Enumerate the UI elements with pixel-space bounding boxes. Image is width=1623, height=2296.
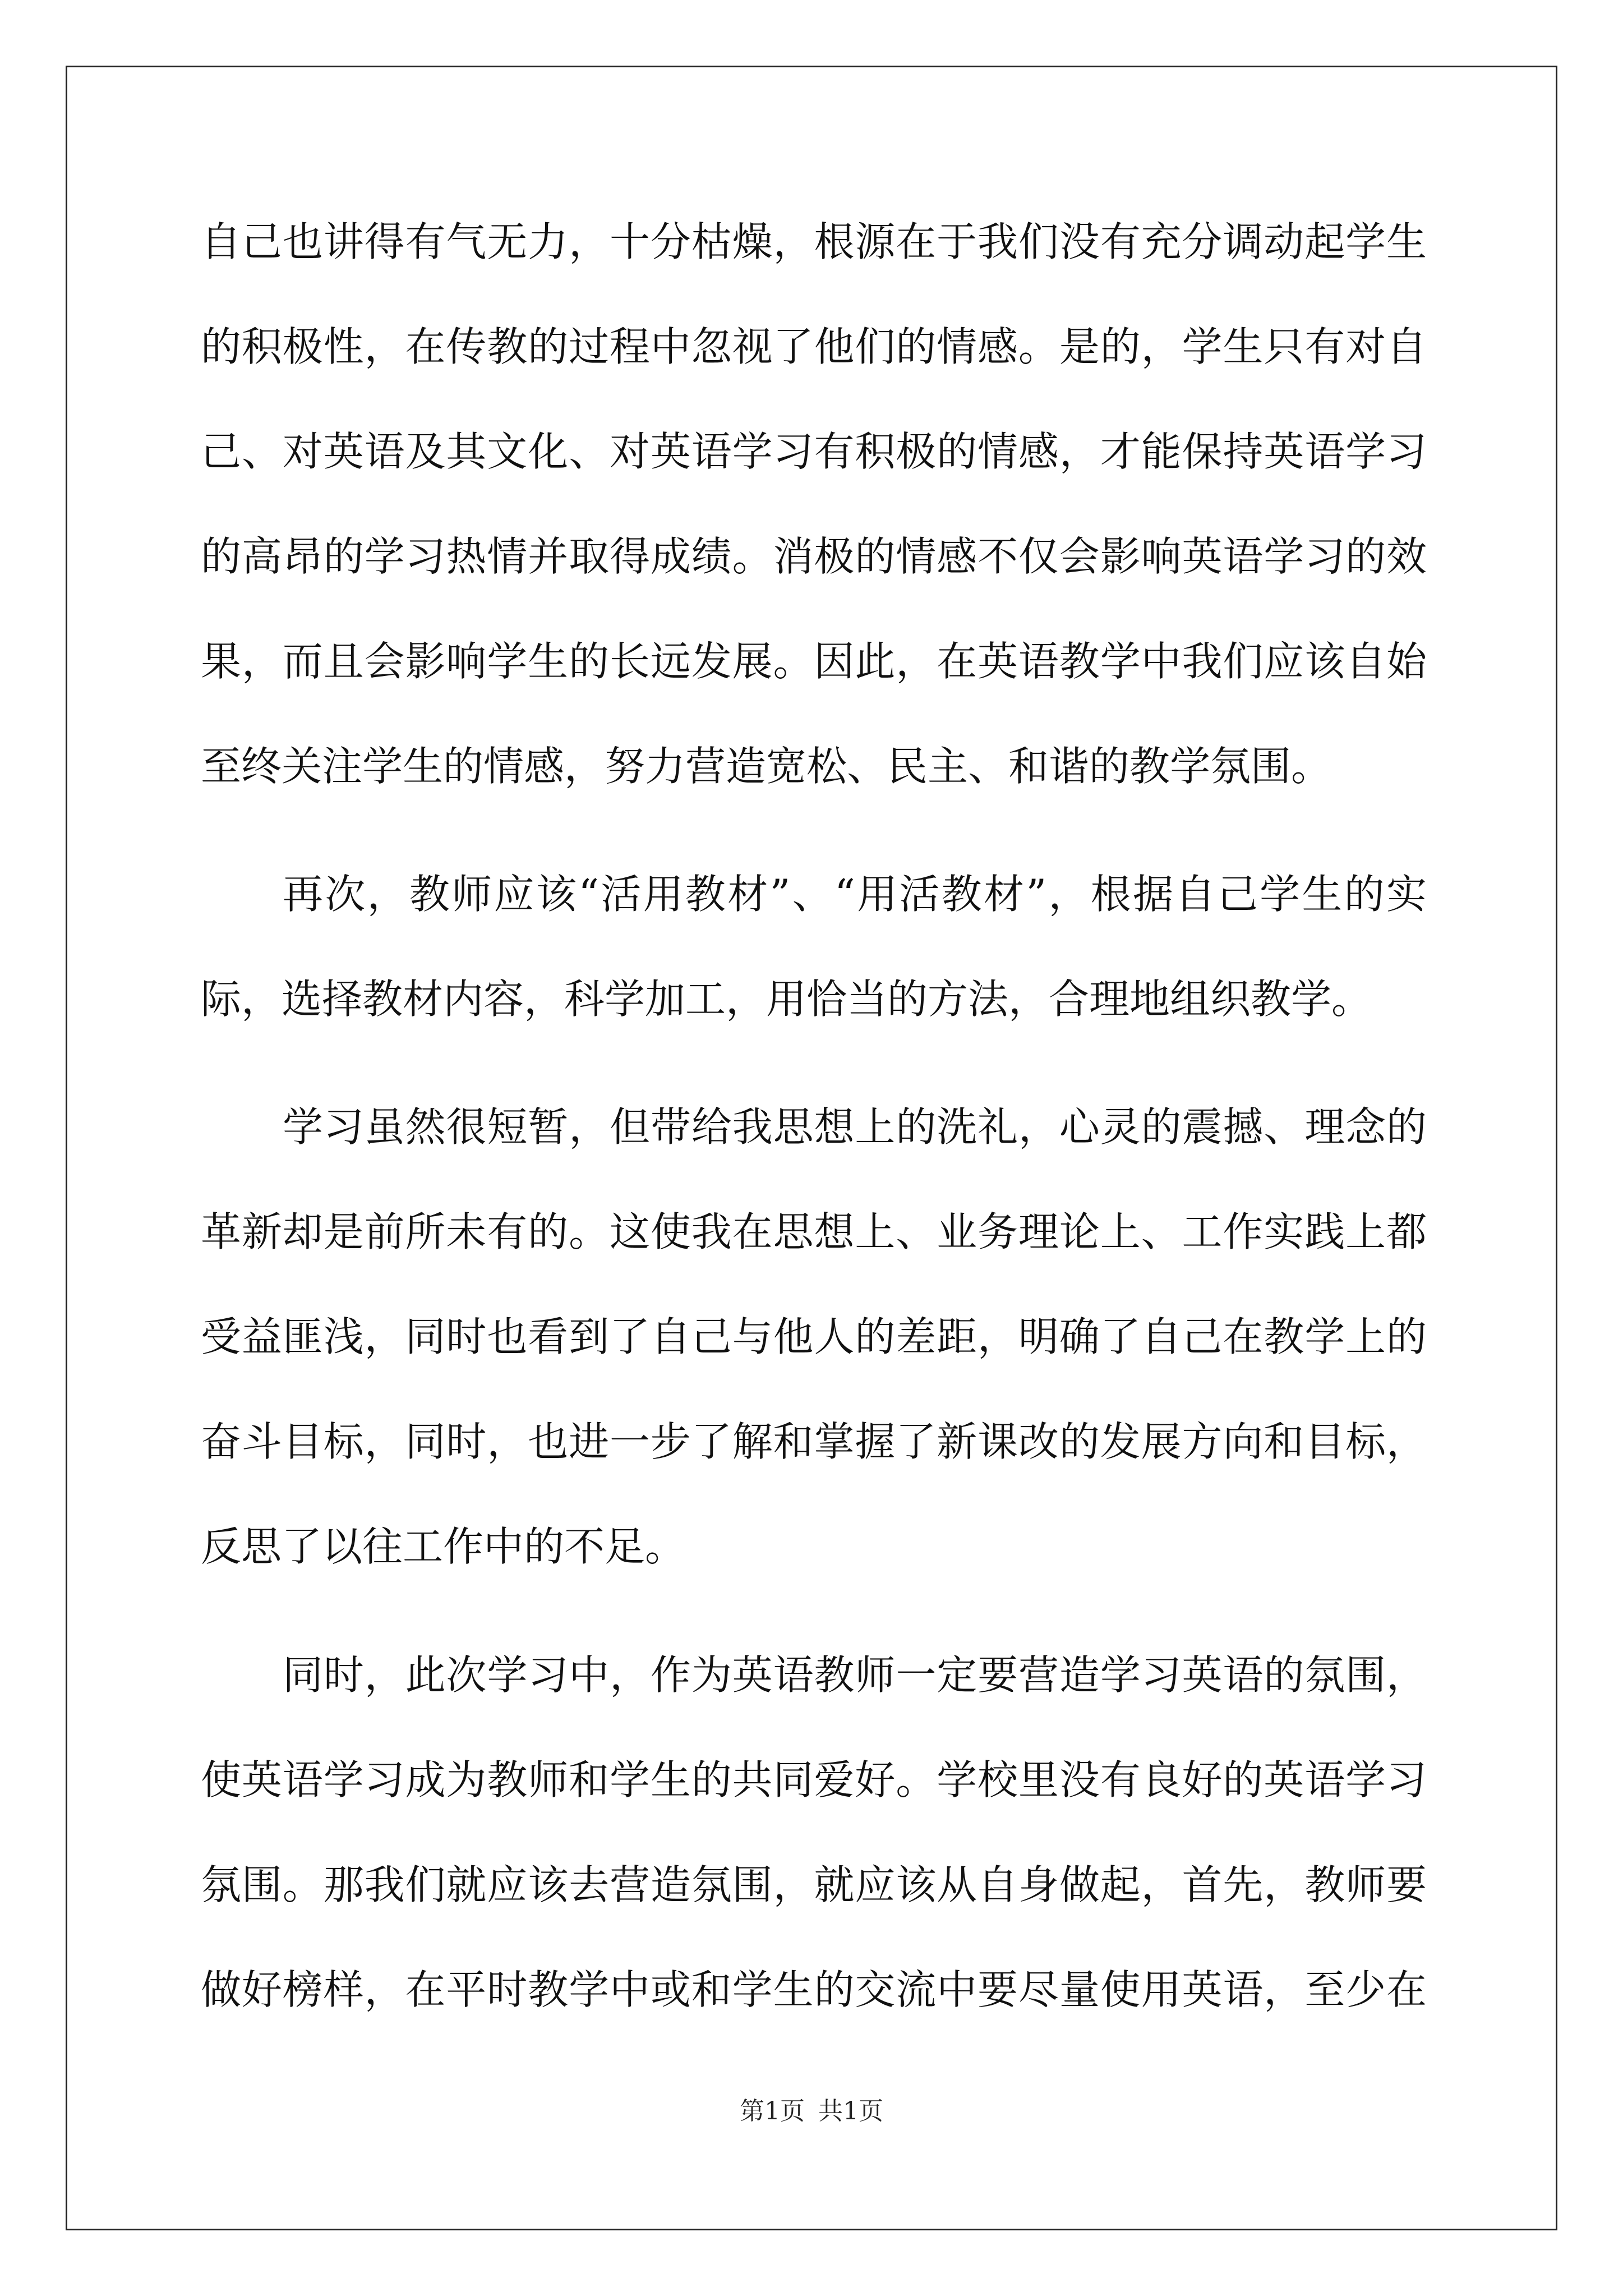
text-line: 反思了以往工作中的不足。 bbox=[201, 1523, 686, 1570]
page-footer: 第1页 共1页 bbox=[740, 2097, 883, 2125]
text-line: 使英语学习成为教师和学生的共同爱好。学校里没有良好的英语学习 bbox=[201, 1756, 1427, 1803]
text-line: 果，而且会影响学生的长远发展。因此，在英语教学中我们应该自始 bbox=[201, 638, 1427, 685]
text-line: 自己也讲得有气无力，十分枯燥，根源在于我们没有充分调动起学生 bbox=[201, 218, 1427, 265]
text-line: 氛围。那我们就应该去营造氛围，就应该从自身做起，首先，教师要 bbox=[201, 1861, 1427, 1908]
text-line: 际，选择教材内容，科学加工，用恰当的方法，合理地组织教学。 bbox=[201, 976, 1372, 1023]
text-line: 做好榜样，在平时教学中或和学生的交流中要尽量使用英语，至少在 bbox=[201, 1966, 1427, 2013]
text-line: 己、对英语及其文化、对英语学习有积极的情感，才能保持英语学习 bbox=[201, 428, 1427, 475]
paragraph-first-line: 同时，此次学习中，作为英语教师一定要营造学习英语的氛围， bbox=[283, 1651, 1427, 1699]
text-line: 的高昂的学习热情并取得成绩。消极的情感不仅会影响英语学习的效 bbox=[201, 533, 1427, 580]
paragraph-first-line: 学习虽然很短暂，但带给我思想上的洗礼，心灵的震撼、理念的 bbox=[283, 1103, 1427, 1151]
text-line: 受益匪浅，同时也看到了自己与他人的差距，明确了自己在教学上的 bbox=[201, 1313, 1427, 1360]
paragraph-first-line: 再次，教师应该“活用教材”、“用活教材”，根据自己学生的实 bbox=[283, 871, 1427, 918]
text-line: 奋斗目标，同时，也进一步了解和掌握了新课改的发展方向和目标， bbox=[201, 1418, 1427, 1465]
text-line: 的积极性，在传教的过程中忽视了他们的情感。是的，学生只有对自 bbox=[201, 323, 1427, 370]
text-line: 至终关注学生的情感，努力营造宽松、民主、和谐的教学氛围。 bbox=[201, 743, 1332, 790]
text-line: 革新却是前所未有的。这使我在思想上、业务理论上、工作实践上都 bbox=[201, 1208, 1427, 1255]
